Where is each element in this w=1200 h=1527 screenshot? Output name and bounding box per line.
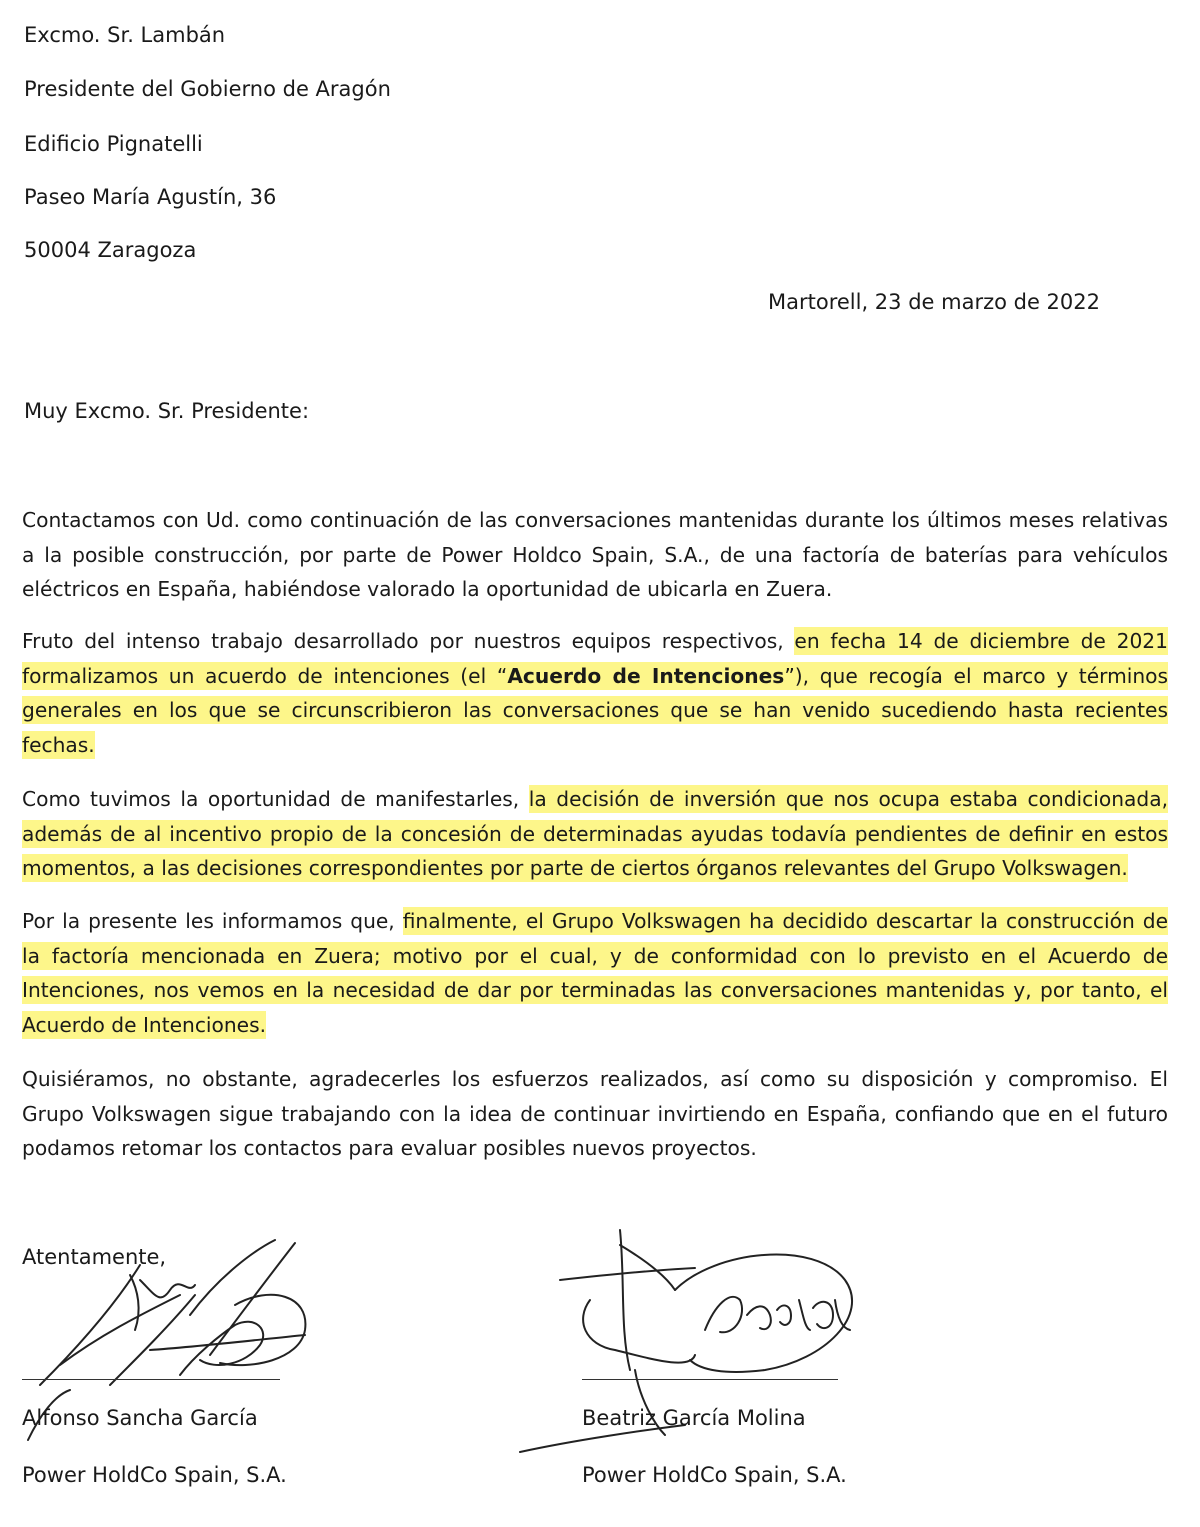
salutation: Muy Excmo. Sr. Presidente: [24,399,310,423]
signature-1-line [22,1379,280,1380]
recipient-street: Paseo María Agustín, 36 [24,185,277,209]
recipient-title: Excmo. Sr. Lambán [24,23,226,47]
recipient-building: Edificio Pignatelli [24,132,203,156]
closing: Atentamente, [22,1245,167,1269]
paragraph-5: Quisiéramos, no obstante, agradecerles los esfuerzos realizados, así como su disposición y compromiso. El Grupo Volkswagen sigue trabajando con la idea de continuar invirtiendo en España, confiando que en el futuro podamos retomar los contactos para evaluar posibles nuevos proyectos. [22,1067,1168,1160]
paragraph-1: Contactamos con Ud. como continuación de las conversaciones mantenidas durante los últimos meses relativas a la posible construcción, por parte de Power Holdco Spain, S.A., de una factoría de baterías para vehículos eléctricos en España, habiéndose valorado la oportunidad de ubicarla en Zuera. [22,508,1168,601]
paragraph-2-highlight-end: ”), que recogía el marco y términos generales en los que se circunscribieron las conversaciones que se han venido sucediendo hasta recientes fechas. [22,663,1169,757]
paragraph-3-highlight: la decisión de inversión que nos ocupa estaba condicionada, además de al incentivo propio de la concesión de determinadas ayudas todavía pendientes de definir en estos momentos, a las decisiones correspondientes por parte de ciertos órganos relevantes del Grupo Volkswagen. [22,787,1168,880]
paragraph-2-intro: Fruto del intenso trabajo desarrollado por nuestros equipos respectivos, [22,629,795,653]
paragraph-3 [22,782,1168,886]
paragraph-4-intro: Por la presente les informamos que, [22,909,403,933]
agreement-term: Acuerdo de Intenciones [507,663,785,688]
signatory-1-name: Alfonso Sancha García [22,1406,258,1430]
recipient-city: 50004 Zaragoza [24,238,197,262]
signatory-2-company: Power HoldCo Spain, S.A. [582,1463,847,1487]
recipient-position: Presidente del Gobierno de Aragón [24,77,391,101]
paragraph-2 [22,624,1168,762]
place-date: Martorell, 23 de marzo de 2022 [767,290,1100,314]
paragraph-4-highlight: finalmente, el Grupo Volkswagen ha decidido descartar la construcción de la factoría mencionada en Zuera; motivo por el cual, y de conformidad con lo previsto en el Acuerdo de Intenciones, nos vemos en la necesidad de dar por terminadas las conversaciones mantenidas y, por tanto, el Acuerdo de Intenciones. [22,909,1168,1037]
signature-2-line [582,1379,838,1380]
signatory-1-company: Power HoldCo Spain, S.A. [22,1463,287,1487]
signatory-2-name: Beatriz García Molina [582,1406,806,1430]
paragraph-3-intro: Como tuvimos la oportunidad de manifestarles, [22,787,529,811]
paragraph-4 [22,904,1168,1042]
paragraph-2-highlight-start: en fecha 14 de diciembre de 2021 formalizamos un acuerdo de intenciones (el “ [22,629,1168,688]
